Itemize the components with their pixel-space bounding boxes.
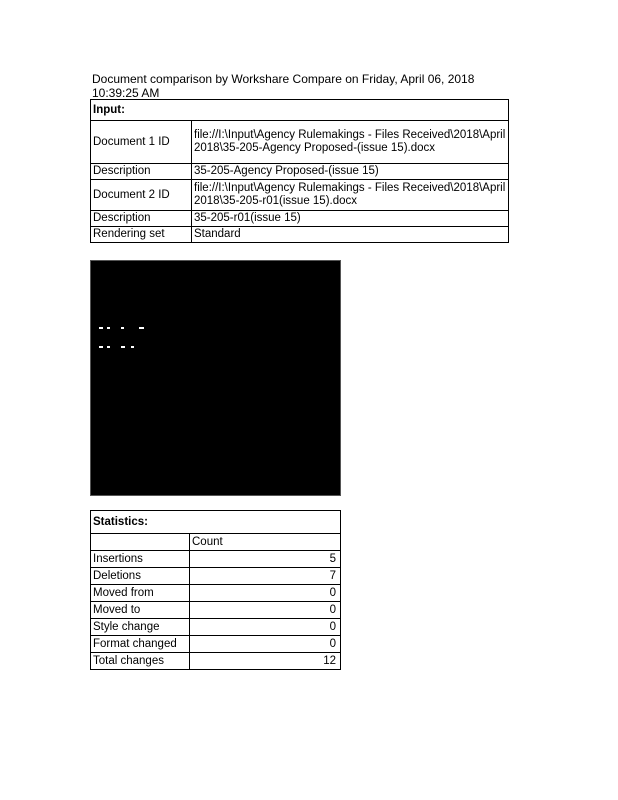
header-line-2: 10:39:25 AM bbox=[92, 86, 160, 100]
table-row bbox=[91, 653, 341, 670]
row-label: Document 2 ID bbox=[91, 180, 192, 211]
speck bbox=[107, 327, 110, 329]
row-label: Document 1 ID bbox=[91, 121, 192, 164]
table-row bbox=[91, 568, 341, 585]
speck bbox=[107, 346, 110, 348]
redline-legend-image bbox=[90, 260, 341, 496]
row-count: 0 bbox=[190, 585, 341, 602]
row-count: 0 bbox=[190, 636, 341, 653]
table-row bbox=[91, 180, 509, 211]
row-value: file://I:\Input\Agency Rulemakings - Files Received\2018\April 2018\35-205-r01(issue 15).docx bbox=[192, 180, 509, 211]
input-title: Input: bbox=[91, 100, 509, 121]
speck bbox=[121, 327, 124, 329]
speck bbox=[139, 327, 144, 329]
row-label: Moved from bbox=[91, 585, 190, 602]
speck bbox=[121, 346, 125, 348]
header-line-1: Document comparison by Workshare Compare on Friday, April 06, 2018 bbox=[92, 72, 475, 86]
row-value: file://I:\Input\Agency Rulemakings - Files Received\2018\April 2018\35-205-Agency Proposed-(issue 15).docx bbox=[192, 121, 509, 164]
table-row bbox=[91, 602, 341, 619]
row-count: 7 bbox=[190, 568, 341, 585]
table-row bbox=[91, 211, 509, 227]
table-row bbox=[91, 636, 341, 653]
row-label: Moved to bbox=[91, 602, 190, 619]
row-count: 5 bbox=[190, 551, 341, 568]
row-label: Format changed bbox=[91, 636, 190, 653]
speck bbox=[99, 346, 103, 348]
row-label: Description bbox=[91, 164, 192, 180]
row-label: Style change bbox=[91, 619, 190, 636]
table-row bbox=[91, 585, 341, 602]
speck bbox=[131, 346, 134, 348]
table-row bbox=[91, 619, 341, 636]
table-row bbox=[91, 121, 509, 164]
table-row bbox=[91, 227, 509, 243]
row-value: 35-205-r01(issue 15) bbox=[192, 211, 509, 227]
input-table bbox=[90, 99, 509, 243]
row-count: 0 bbox=[190, 602, 341, 619]
table-row bbox=[91, 164, 509, 180]
row-label: Rendering set bbox=[91, 227, 192, 243]
row-label: Description bbox=[91, 211, 192, 227]
row-count: 12 bbox=[190, 653, 341, 670]
row-count: 0 bbox=[190, 619, 341, 636]
row-label: Deletions bbox=[91, 568, 190, 585]
row-label: Insertions bbox=[91, 551, 190, 568]
row-value: 35-205-Agency Proposed-(issue 15) bbox=[192, 164, 509, 180]
row-value: Standard bbox=[192, 227, 509, 243]
empty-header-cell bbox=[91, 534, 190, 551]
speck bbox=[99, 327, 103, 329]
statistics-title: Statistics: bbox=[91, 511, 341, 534]
comparison-header bbox=[92, 72, 512, 100]
table-row bbox=[91, 551, 341, 568]
count-header: Count bbox=[190, 534, 341, 551]
statistics-table bbox=[90, 510, 341, 670]
row-label: Total changes bbox=[91, 653, 190, 670]
